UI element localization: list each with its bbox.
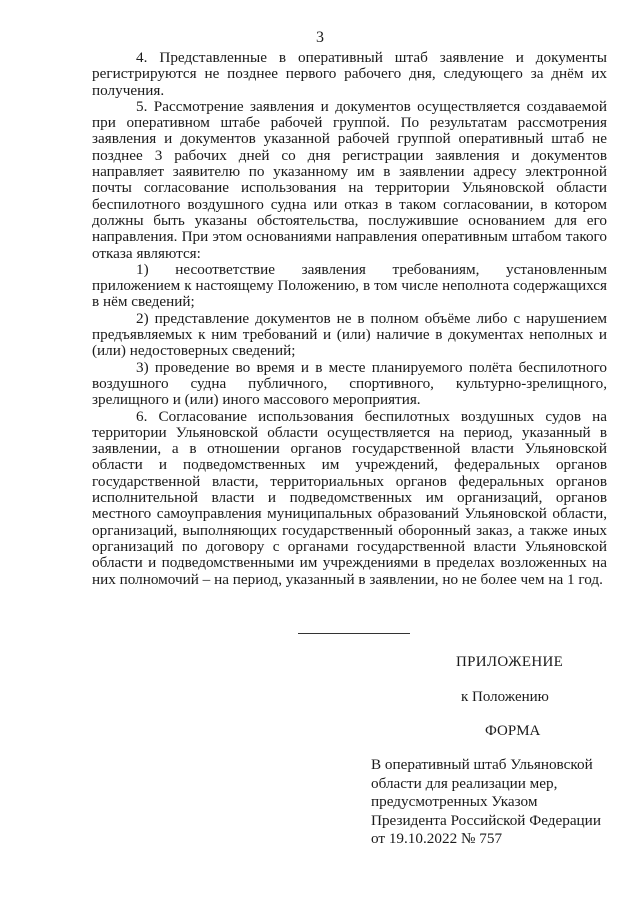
refusal-reason-3: 3) проведение во время и в месте планируемого полёта беспилотного воздушного судна публичного, спортивного, культурно-зрелищного, зрелищного и (или) иного массового мероприятия.	[92, 358, 607, 409]
paragraph-review: 5. Рассмотрение заявления и документов осуществляется создаваемой при оперативном штабе рабочей группой. По результатам рассмотрения заявления и документов указанной рабочей группой оперативный штаб не позднее 3 рабочих дней со дня регистрации заявления и документов направляет заявителю по указанному им в заявлении адресу электронной почты согласование использования на территории Ульяновской области беспилотного воздушного судна или отказ в таком согласовании, в котором должны быть указаны обстоятельства, послужившие основанием для его направления. При этом основаниями направления оперативным штабом такого отказа являются:	[92, 97, 607, 262]
appendix-subtitle: к Положению	[461, 689, 549, 705]
paragraph-approval-period: 6. Согласование использования беспилотных воздушных судов на территории Ульяновской области осуществляется на период, указанный в заявлении, а в отношении органов государственной власти Ульяновской области и подведомственных им учреждений, федеральных органов государственной власти, территориальных органов федеральных органов исполнительной власти и подведомственных им организаций, органов местного самоуправления муниципальных образований Ульяновской области, организаций, выполняющих государственный оборонный заказ, а также иных организаций по договору с органами государственной власти Ульяновской области и подведомственными им учреждениями в пределах возложенных на них полномочий – на период, указанный в заявлении, но не более чем на 1 год.	[92, 407, 607, 588]
addressee-line: от 19.10.2022 № 757	[371, 830, 503, 847]
paragraph-registration: 4. Представленные в оперативный штаб заявление и документы регистрируются не позднее первого рабочего дня, следующего за днём их получения.	[92, 49, 607, 99]
addressee-block	[371, 756, 616, 849]
document-body	[92, 50, 607, 588]
refusal-reason-2: 2) представление документов не в полном объёме либо с нарушением предъявляемых к ним требований и (или) наличие в документах неполных и (или) недостоверных сведений;	[92, 309, 607, 360]
addressee-line: предусмотренных Указом	[371, 793, 538, 810]
refusal-reason-1: 1) несоответствие заявления требованиям, установленным приложением к настоящему Положению, в том числе неполнота содержащихся в нём сведений;	[92, 260, 607, 311]
page-number: 3	[316, 29, 324, 46]
addressee-line: В оперативный штаб Ульяновской	[371, 756, 593, 773]
appendix-title: ПРИЛОЖЕНИЕ	[456, 654, 564, 670]
addressee-line: области для реализации мер,	[371, 774, 558, 792]
separator-line	[298, 633, 410, 634]
form-label: ФОРМА	[485, 723, 541, 739]
addressee-line: Президента Российской Федерации	[371, 811, 601, 829]
